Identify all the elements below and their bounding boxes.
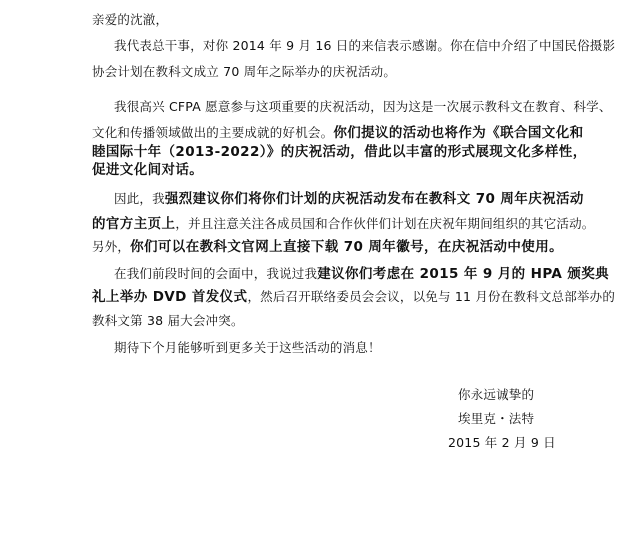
paragraph-2-line-2-normal: 文化和传播领域做出的主要成就的好机会。 (92, 125, 334, 140)
closing: 你永远诚挚的 (458, 387, 535, 402)
paragraph-5: 期待下个月能够听到更多关于这些活动的消息！ (114, 340, 381, 355)
paragraph-3-line-2-bold: 的官方主页上 (92, 216, 176, 232)
paragraph-3-line-1-normal: 因此，我 (114, 191, 165, 206)
paragraph-3-line-3 (92, 238, 563, 256)
paragraph-4-line-1 (114, 265, 609, 283)
paragraph-2-line-2 (92, 124, 584, 142)
signature: 埃里克・法特 (458, 411, 535, 426)
paragraph-3-line-1 (114, 190, 584, 208)
paragraph-2-line-2-bold: 你们提议的活动也将作为《联合国文化和 (333, 125, 584, 141)
paragraph-2-line-3: 睦国际十年（2013-2022）》的庆祝活动，借此以丰富的形式展现文化多样性， (92, 144, 587, 160)
paragraph-4-line-1-bold: 建议你们考虑在 2015 年 9 月的 HPA 颁奖典 (317, 266, 610, 282)
paragraph-3-line-3-normal: 另外， (92, 239, 131, 254)
paragraph-4-line-2-bold: 礼上举办 DVD 首发仪式 (92, 289, 248, 305)
paragraph-4-line-2 (92, 288, 615, 306)
paragraph-4-line-1-normal: 在我们前段时间的会面中，我说过我 (114, 266, 318, 281)
paragraph-3-line-3-bold: 你们可以在教科文官网上直接下载 70 周年徽号，在庆祝活动中使用。 (130, 239, 563, 255)
paragraph-1-line-1: 我代表总干事，对你 2014 年 9 月 16 日的来信表示感谢。你在信中介绍了中国民俗摄影 (114, 38, 616, 53)
paragraph-3-line-1-bold: 强烈建议你们将你们计划的庆祝活动发布在教科文 70 周年庆祝活动 (164, 191, 584, 207)
paragraph-4-line-2-normal: ，然后召开联络委员会会议，以免与 11 月份在教科文总部举办的 (247, 289, 616, 304)
salutation: 亲爱的沈澈， (92, 12, 169, 27)
paragraph-1-line-2: 协会计划在教科文成立 70 周年之际举办的庆祝活动。 (92, 64, 397, 79)
paragraph-2-line-1: 我很高兴 CFPA 愿意参与这项重要的庆祝活动，因为这是一次展示教科文在教育、科学、 (114, 99, 612, 114)
paragraph-2-line-4: 促进文化间对话。 (92, 162, 204, 178)
paragraph-3-line-2-normal: ，并且注意关注各成员国和合作伙伴们计划在庆祝年期间组织的其它活动。 (175, 216, 595, 231)
paragraph-4-line-3: 教科文第 38 届大会冲突。 (92, 313, 244, 328)
letter-date: 2015 年 2 月 9 日 (448, 435, 556, 450)
paragraph-3-line-2 (92, 215, 595, 233)
